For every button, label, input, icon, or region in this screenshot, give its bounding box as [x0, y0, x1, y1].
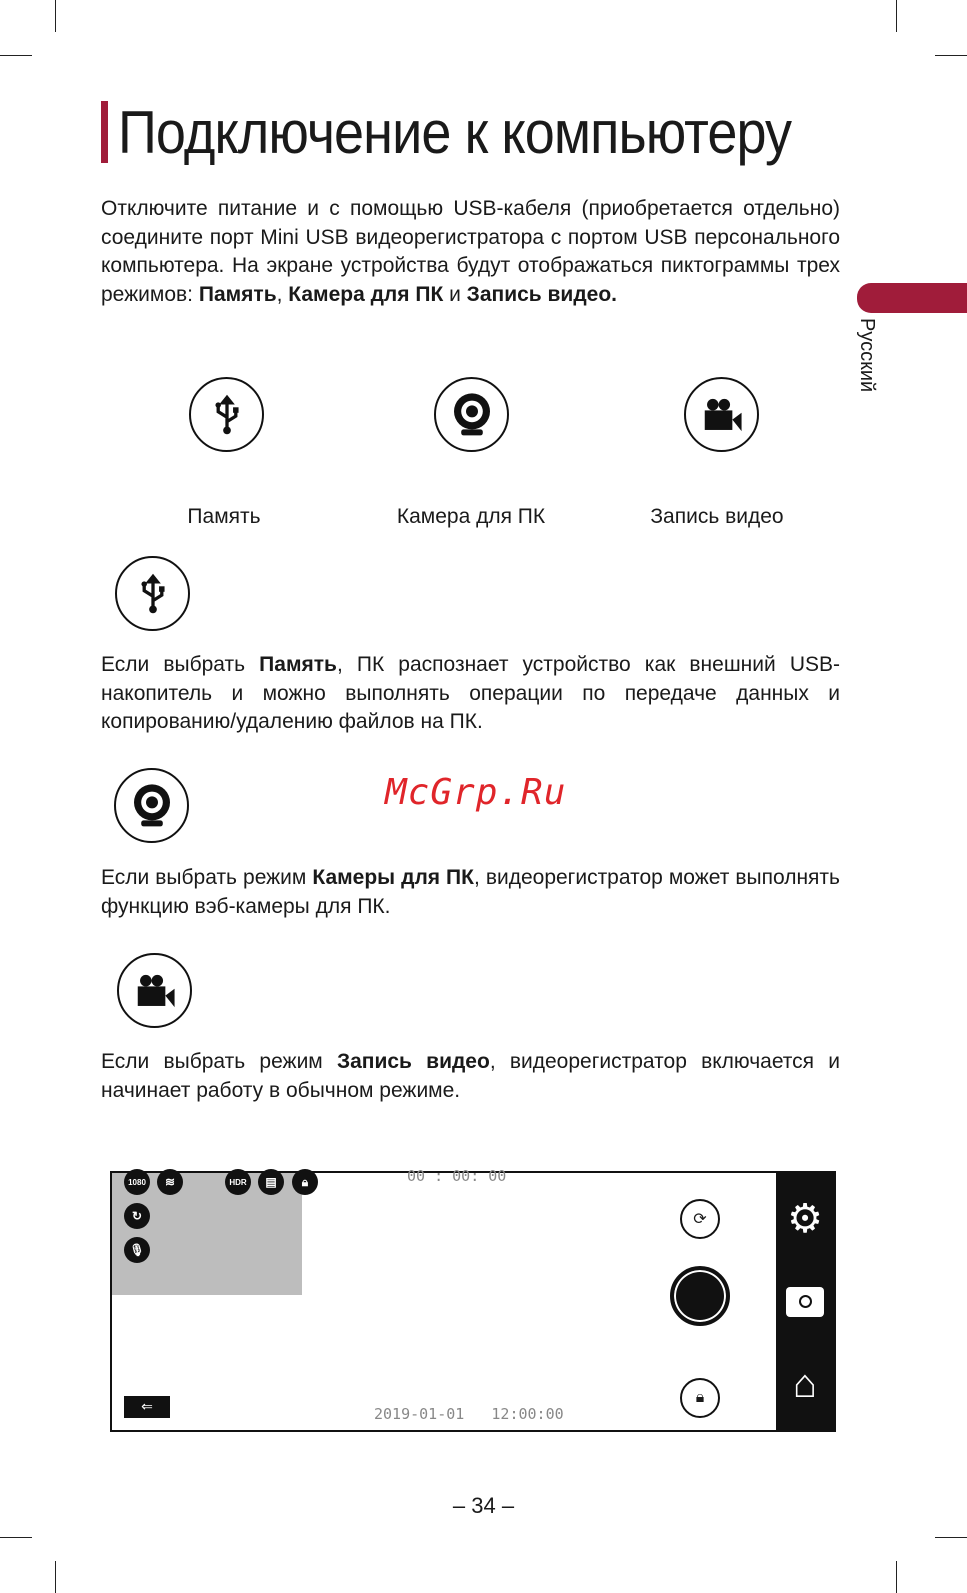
crop-mark	[0, 1537, 32, 1538]
watermark: McGrp.Ru	[385, 772, 567, 813]
webcam-paragraph: Если выбрать режим Камеры для ПК, видеорегистратор может выполнять функцию вэб-камеры для ПК.	[101, 866, 840, 918]
loop-recording-icon: ↻	[124, 1203, 150, 1229]
crop-mark	[0, 55, 32, 56]
screen-sidebar	[776, 1173, 834, 1430]
mode-label-video: Запись видео	[650, 505, 784, 528]
battery-charging-icon: ⇐	[124, 1396, 170, 1418]
mode-label-memory: Память	[187, 505, 261, 528]
webcam-icon	[114, 768, 189, 843]
usb-icon	[115, 556, 190, 631]
webcam-icon	[434, 377, 509, 452]
crop-mark	[896, 1561, 897, 1593]
microphone-icon: 🎙︎	[124, 1237, 150, 1263]
crop-mark	[896, 0, 897, 32]
sd-card-icon: ▤	[258, 1169, 284, 1195]
crop-mark	[55, 1561, 56, 1593]
video-camera-icon	[117, 953, 192, 1028]
video-paragraph: Если выбрать режим Запись видео, видеорегистратор включается и начинает работу в обычном режиме.	[101, 1050, 840, 1102]
mode-label-webcam: Камера для ПК	[396, 505, 546, 528]
switch-camera-icon: ⟳	[680, 1199, 720, 1239]
record-button	[670, 1266, 730, 1326]
page-number: – 34 –	[452, 1493, 515, 1518]
crop-mark	[935, 55, 967, 56]
memory-paragraph: Если выбрать Память, ПК распознает устройство как внешний USB-накопитель и можно выполнять операции по передаче данных и копированию/удалению файлов на ПК.	[101, 653, 840, 733]
crop-mark	[935, 1537, 967, 1538]
exposure-icon: ≋	[157, 1169, 183, 1195]
video-camera-icon	[684, 377, 759, 452]
emergency-lock-icon: 🔒︎	[680, 1378, 720, 1418]
language-label: Русский	[856, 318, 878, 393]
date-time: 2019-01-01 12:00:00	[374, 1405, 564, 1423]
resolution-icon: 1080	[124, 1169, 150, 1195]
home-icon: ⌂	[792, 1362, 818, 1407]
title-text: Подключение к компьютеру	[118, 98, 792, 166]
camera-icon	[786, 1287, 824, 1317]
gear-icon: ⚙	[787, 1196, 823, 1241]
crop-mark	[55, 0, 56, 32]
device-screen-illustration	[110, 1167, 836, 1432]
usb-icon	[189, 377, 264, 452]
hdr-icon: HDR	[225, 1169, 251, 1195]
intro-paragraph: Отключите питание и с помощью USB-кабеля (приобретается отдельно) соедините порт Mini USB видеорегистратора с портом USB персонального компьютера. На экране устройства будут отображаться пиктограммы трех режимов: Память, Камера для ПК и Запись видео.	[101, 197, 840, 306]
lock-icon: 🔒︎	[292, 1169, 318, 1195]
page-title	[101, 100, 866, 164]
language-tab	[857, 283, 967, 313]
record-timer: 00 : 00: 00	[407, 1167, 507, 1185]
